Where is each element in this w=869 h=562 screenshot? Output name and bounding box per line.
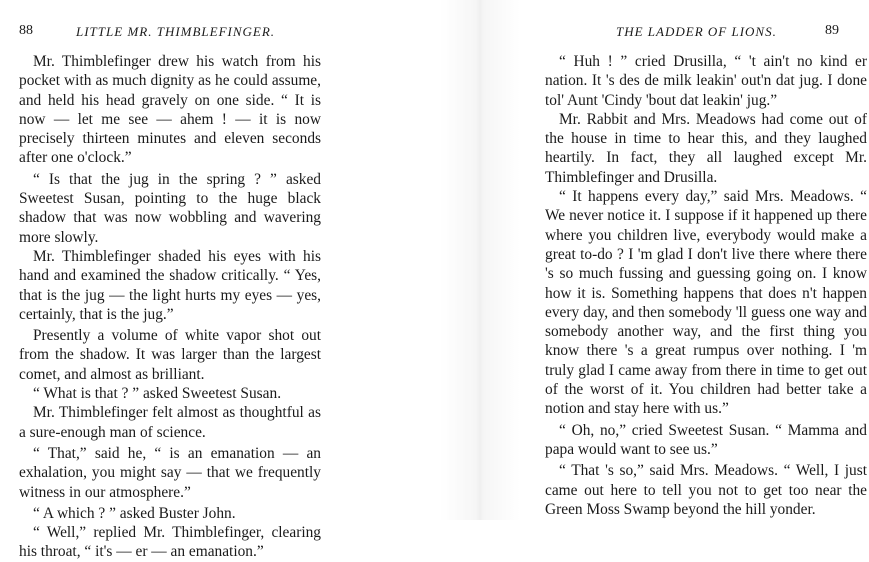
left-paragraph-2: “ Is that the jug in the spring ? ” asked Sweetest Susan, pointing to the huge black shadow that was now wobbling and wavering more slowly. (19, 170, 321, 246)
right-paragraph-3: “ It happens every day,” said Mrs. Meadows. “ We never notice it. I suppose if it happened up there where you children live, everybody would make a great to-do ? I 'm glad I don't live there where there 's so much fussing and guessing going on. I know how it is. Something happens that does n't happen every day, and then somebody 'll guess one way and somebody another way, and the first thing you know there 's a great rumpus over nothing. I 'm truly glad I came away from there in time to get out of the worst of it. You children had better take a notion and stay here with us.” (545, 188, 867, 418)
left-page-number: 88 (19, 23, 33, 38)
right-running-head: THE LADDER OF LIONS. (616, 24, 777, 39)
left-paragraph-5: “ What is that ? ” asked Sweetest Susan. (33, 385, 282, 403)
left-paragraph-1: Mr. Thimblefinger drew his watch from his pocket with as much dignity as he could assume, and held his head gravely on one side. “ It is now — let me see — ahem ! — it is now precisely thirteen minutes and eleven seconds after one o'clock.” (19, 53, 321, 167)
right-paragraph-4: “ Oh, no,” cried Sweetest Susan. “ Mamma and papa would want to see us.” (545, 421, 867, 458)
left-page-body (19, 52, 321, 562)
left-paragraph-3: Mr. Thimblefinger shaded his eyes with his hand and examined the shadow critically. “ Yes, that is the jug — the light hurts my eyes — yes, certainly, that is the jug.” (19, 247, 321, 323)
right-paragraph-5: “ That 's so,” said Mrs. Meadows. “ Well, I just came out here to tell you not to get too near the Green Moss Swamp beyond the hill yonder. (545, 462, 867, 518)
right-page (520, 0, 869, 520)
right-page-body (545, 52, 867, 519)
left-paragraph-6: Mr. Thimblefinger felt almost as thoughtful as a sure-enough man of science. (19, 404, 321, 441)
left-paragraph-8: “ A which ? ” asked Buster John. (33, 504, 236, 522)
left-paragraph-7: “ That,” said he, “ is an emanation — an exhalation, you might say — that we frequently witness in our atmosphere.” (19, 444, 321, 501)
right-page-number: 89 (825, 23, 839, 38)
left-paragraph-9: “ Well,” replied Mr. Thimblefinger, clearing his throat, “ it's — er — an emanation.” (19, 524, 321, 561)
book-gutter (440, 0, 520, 520)
left-paragraph-4: Presently a volume of white vapor shot out from the shadow. It was larger than the largest comet, and almost as brilliant. (19, 327, 321, 383)
right-paragraph-1: “ Huh ! ” cried Drusilla, “ 't ain't no kind er nation. It 's des de milk leakin' out'n dat jug. I done tol' Aunt 'Cindy 'bout dat leakin' jug.” (545, 53, 867, 109)
left-running-head: LITTLE MR. THIMBLEFINGER. (76, 24, 276, 39)
right-paragraph-2: Mr. Rabbit and Mrs. Meadows had come out of the house in time to hear this, and they laughed heartily. In fact, they all laughed except Mr. Thimblefinger and Drusilla. (545, 110, 867, 186)
